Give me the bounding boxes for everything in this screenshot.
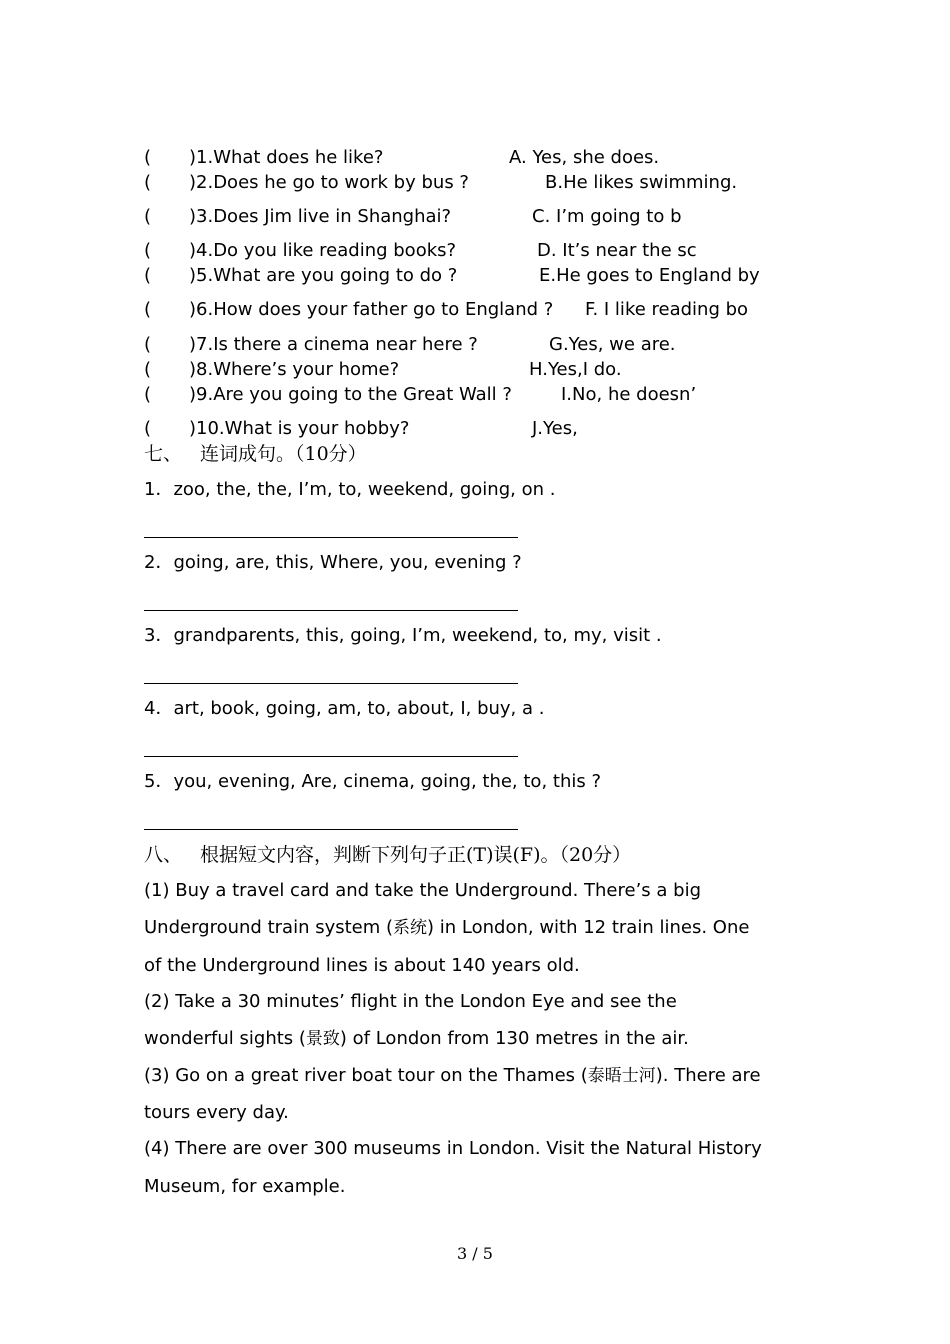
option-c: C. I’m going to b — [532, 206, 682, 227]
sentence-item-5: 5．you, evening, Are, cinema, going, the, to, this ? — [144, 771, 602, 792]
sentence-item-1: 1．zoo, the, the, I’m, to, weekend, going, on . — [144, 479, 556, 500]
section-8-heading — [144, 843, 631, 867]
answer-paren: ( — [144, 240, 152, 261]
answer-paren: ( — [144, 265, 152, 286]
passage-1-line-1: (1) Buy a travel card and take the Underground. There’s a big — [144, 880, 701, 901]
answer-paren: ( — [144, 206, 152, 227]
question-5: )5.What are you going to do ? — [189, 265, 458, 286]
answer-paren: ( — [144, 384, 152, 405]
question-3: )3.Does Jim live in Shanghai? — [189, 206, 452, 227]
question-10: )10.What is your hobby? — [189, 418, 410, 439]
answer-line-3[interactable] — [144, 683, 518, 684]
option-g: G.Yes, we are. — [549, 334, 676, 355]
section-7-title: 连词成句。（10分） — [200, 443, 367, 465]
question-1: )1.What does he like? — [189, 147, 384, 168]
option-a: A. Yes, she does. — [509, 147, 660, 168]
passage-4-line-1: (4) There are over 300 museums in London. Visit the Natural History — [144, 1138, 762, 1159]
passage-3-line-1: (3) Go on a great river boat tour on the Thames (泰晤士河). There are — [144, 1065, 761, 1086]
passage-2-line-1: (2) Take a 30 minutes’ flight in the London Eye and see the — [144, 991, 677, 1012]
answer-paren: ( — [144, 334, 152, 355]
section-7-heading — [144, 442, 367, 466]
sentence-item-2: 2．going, are, this, Where, you, evening ? — [144, 552, 522, 573]
answer-paren: ( — [144, 299, 152, 320]
question-7: )7.Is there a cinema near here ? — [189, 334, 478, 355]
answer-line-4[interactable] — [144, 756, 518, 757]
question-8: )8.Where’s your home? — [189, 359, 400, 380]
question-6: )6.How does your father go to England ? — [189, 299, 554, 320]
answer-paren: ( — [144, 147, 152, 168]
sentence-item-4: 4．art, book, going, am, to, about, I, buy, a . — [144, 698, 545, 719]
option-f: F. I like reading bo — [585, 299, 749, 320]
option-d: D. It’s near the sc — [537, 240, 697, 261]
page-number: 3 / 5 — [457, 1244, 493, 1263]
question-4: )4.Do you like reading books? — [189, 240, 457, 261]
answer-line-5[interactable] — [144, 829, 518, 830]
question-2: )2.Does he go to work by bus ? — [189, 172, 469, 193]
passage-1-line-2: Underground train system (系统) in London, with 12 train lines. One — [144, 917, 750, 938]
option-j: J.Yes, — [532, 418, 578, 439]
answer-paren: ( — [144, 172, 152, 193]
passage-3-line-2: tours every day. — [144, 1102, 289, 1123]
option-e: E.He goes to England by — [539, 265, 760, 286]
option-h: H.Yes,I do. — [529, 359, 622, 380]
answer-line-2[interactable] — [144, 610, 518, 611]
section-8-title: 根据短文内容，判断下列句子正(T)误(F)。（20分） — [200, 844, 632, 866]
passage-1-line-3: of the Underground lines is about 140 years old. — [144, 955, 580, 976]
option-b: B.He likes swimming. — [545, 172, 738, 193]
section-8-number: 八、 — [144, 844, 183, 866]
sentence-item-3: 3．grandparents, this, going, I’m, weekend, to, my, visit . — [144, 625, 662, 646]
question-9: )9.Are you going to the Great Wall ? — [189, 384, 512, 405]
option-i: I.No, he doesn’ — [561, 384, 697, 405]
passage-2-line-2: wonderful sights (景致) of London from 130 metres in the air. — [144, 1028, 689, 1049]
answer-paren: ( — [144, 359, 152, 380]
passage-4-line-2: Museum, for example. — [144, 1176, 346, 1197]
section-7-number: 七、 — [144, 443, 183, 465]
answer-line-1[interactable] — [144, 537, 518, 538]
answer-paren: ( — [144, 418, 152, 439]
